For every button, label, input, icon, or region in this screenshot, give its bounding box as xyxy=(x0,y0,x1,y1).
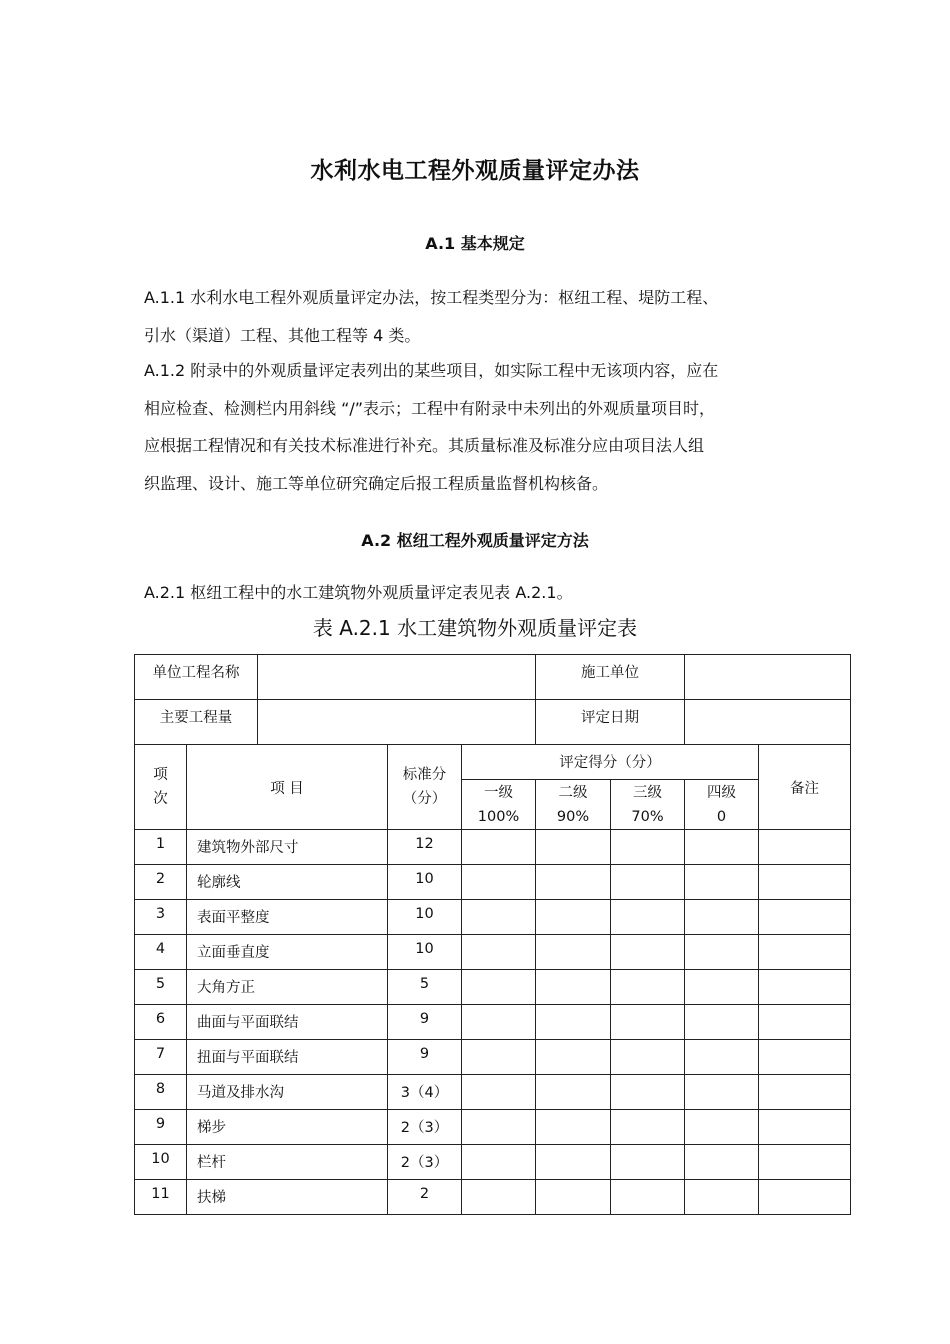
grade-score-cell[interactable] xyxy=(611,830,685,865)
remark-cell[interactable] xyxy=(759,1005,851,1040)
grade-score-cell[interactable] xyxy=(685,900,759,935)
grade-header xyxy=(462,780,536,830)
grade-score-cell[interactable] xyxy=(685,1005,759,1040)
row-item: 扶梯 xyxy=(187,1180,388,1215)
grade-score-cell[interactable] xyxy=(611,1005,685,1040)
remark-cell[interactable] xyxy=(759,1180,851,1215)
paragraph-a11 xyxy=(144,279,812,354)
table-row xyxy=(135,1040,851,1075)
remark-cell[interactable] xyxy=(759,865,851,900)
grade-score-cell[interactable] xyxy=(685,1110,759,1145)
remark-cell[interactable] xyxy=(759,1075,851,1110)
col-header-no xyxy=(135,745,187,830)
grade-pct: 0 xyxy=(716,808,727,825)
col-header-remark: 备注 xyxy=(759,745,851,830)
grade-score-cell[interactable] xyxy=(685,1075,759,1110)
paragraph-a12 xyxy=(144,352,812,502)
grade-score-cell[interactable] xyxy=(611,1075,685,1110)
remark-cell[interactable] xyxy=(759,830,851,865)
row-std-score: 2 xyxy=(388,1180,462,1215)
grade-score-cell[interactable] xyxy=(462,1005,536,1040)
header-row-unit xyxy=(135,655,851,700)
grade-score-cell[interactable] xyxy=(685,830,759,865)
unit-name-label: 单位工程名称 xyxy=(135,655,258,700)
grade-score-cell[interactable] xyxy=(611,865,685,900)
paragraph-line: 相应检查、检测栏内用斜线 “/”表示；工程中有附录中未列出的外观质量项目时， xyxy=(144,398,716,418)
header-row-quantity xyxy=(135,700,851,745)
remark-cell[interactable] xyxy=(759,970,851,1005)
row-item: 栏杆 xyxy=(187,1145,388,1180)
row-item: 立面垂直度 xyxy=(187,935,388,970)
row-std-score: 10 xyxy=(388,865,462,900)
grade-name: 一级 xyxy=(484,784,513,801)
grade-score-cell[interactable] xyxy=(611,935,685,970)
grade-pct: 100% xyxy=(477,808,520,825)
grade-name: 二级 xyxy=(558,784,588,801)
row-number: 5 xyxy=(135,970,187,1005)
grade-score-cell[interactable] xyxy=(462,1040,536,1075)
grade-score-cell[interactable] xyxy=(611,900,685,935)
grade-score-cell[interactable] xyxy=(462,830,536,865)
grade-score-cell[interactable] xyxy=(685,1040,759,1075)
table-caption: 表 A.2.1 水工建筑物外观质量评定表 xyxy=(312,616,638,640)
grade-score-cell[interactable] xyxy=(685,865,759,900)
grade-score-cell[interactable] xyxy=(536,935,611,970)
grade-score-cell[interactable] xyxy=(462,865,536,900)
table-body xyxy=(135,830,851,1215)
remark-cell[interactable] xyxy=(759,1040,851,1075)
quality-evaluation-table xyxy=(134,654,851,1215)
row-item: 轮廓线 xyxy=(187,865,388,900)
row-std-score: 9 xyxy=(388,1040,462,1075)
main-quantity-value[interactable] xyxy=(258,700,536,745)
table-row xyxy=(135,1180,851,1215)
paragraph-line: A.2.1 枢纽工程中的水工建筑物外观质量评定表见表 A.2.1。 xyxy=(144,583,573,602)
remark-cell[interactable] xyxy=(759,1145,851,1180)
eval-date-value[interactable] xyxy=(685,700,851,745)
table-row xyxy=(135,1005,851,1040)
grade-score-cell[interactable] xyxy=(462,900,536,935)
grade-score-cell[interactable] xyxy=(536,970,611,1005)
grade-score-cell[interactable] xyxy=(611,1110,685,1145)
grade-score-cell[interactable] xyxy=(536,900,611,935)
row-std-score: 2（3） xyxy=(388,1145,462,1180)
table-row xyxy=(135,1145,851,1180)
grade-name: 四级 xyxy=(707,784,737,801)
grade-score-cell[interactable] xyxy=(536,1110,611,1145)
eval-date-label: 评定日期 xyxy=(536,700,685,745)
row-std-score: 9 xyxy=(388,1005,462,1040)
row-std-score: 3（4） xyxy=(388,1075,462,1110)
col-header-std-line: 标准分 xyxy=(402,767,447,783)
grade-score-cell[interactable] xyxy=(462,1110,536,1145)
row-std-score: 10 xyxy=(388,900,462,935)
col-header-std xyxy=(388,745,462,830)
paragraph-line: 引水（渠道）工程、其他工程等 4 类。 xyxy=(144,325,421,345)
row-std-score: 5 xyxy=(388,970,462,1005)
grade-score-cell[interactable] xyxy=(536,1075,611,1110)
section-heading-a2: A.2 枢纽工程外观质量评定方法 xyxy=(361,531,589,550)
row-item: 曲面与平面联结 xyxy=(187,1005,388,1040)
grade-name: 三级 xyxy=(633,784,663,801)
table-row xyxy=(135,970,851,1005)
table-row xyxy=(135,865,851,900)
table-row xyxy=(135,1075,851,1110)
row-item: 表面平整度 xyxy=(187,900,388,935)
paragraph-line: A.1.1 水利水电工程外观质量评定办法，按工程类型分为：枢纽工程、堤防工程、 xyxy=(144,288,719,307)
row-number: 8 xyxy=(135,1075,187,1110)
grade-score-cell[interactable] xyxy=(536,830,611,865)
grade-score-cell[interactable] xyxy=(611,1180,685,1215)
grade-score-cell[interactable] xyxy=(685,970,759,1005)
paragraph-a21 xyxy=(144,574,812,612)
table-row xyxy=(135,900,851,935)
grade-score-cell[interactable] xyxy=(685,1145,759,1180)
grade-score-cell[interactable] xyxy=(462,1145,536,1180)
grade-score-cell[interactable] xyxy=(462,1180,536,1215)
remark-cell[interactable] xyxy=(759,900,851,935)
paragraph-line: 应根据工程情况和有关技术标准进行补充。其质量标准及标准分应由项目法人组 xyxy=(144,436,705,455)
grade-score-cell[interactable] xyxy=(536,1040,611,1075)
row-item: 梯步 xyxy=(187,1110,388,1145)
grade-score-cell[interactable] xyxy=(611,1040,685,1075)
col-header-std-line: （分） xyxy=(402,791,447,807)
table-row xyxy=(135,935,851,970)
grade-header xyxy=(685,780,759,830)
grade-score-cell[interactable] xyxy=(536,1005,611,1040)
row-item: 大角方正 xyxy=(187,970,388,1005)
grade-score-cell[interactable] xyxy=(611,1145,685,1180)
grade-score-cell[interactable] xyxy=(685,935,759,970)
main-quantity-label: 主要工程量 xyxy=(135,700,258,745)
grade-score-cell[interactable] xyxy=(611,970,685,1005)
document-title: 水利水电工程外观质量评定办法 xyxy=(310,158,640,184)
row-number: 9 xyxy=(135,1110,187,1145)
grade-pct: 90% xyxy=(556,808,590,825)
row-number: 1 xyxy=(135,830,187,865)
grade-score-cell[interactable] xyxy=(536,865,611,900)
row-std-score: 12 xyxy=(388,830,462,865)
col-header-score: 评定得分（分） xyxy=(462,745,759,780)
row-number: 11 xyxy=(135,1180,187,1215)
contractor-value[interactable] xyxy=(685,655,851,700)
row-number: 10 xyxy=(135,1145,187,1180)
table-row xyxy=(135,830,851,865)
grade-score-cell[interactable] xyxy=(462,970,536,1005)
row-item: 扭面与平面联结 xyxy=(187,1040,388,1075)
remark-cell[interactable] xyxy=(759,935,851,970)
grade-score-cell[interactable] xyxy=(685,1180,759,1215)
grade-score-cell[interactable] xyxy=(536,1180,611,1215)
col-header-item: 项 目 xyxy=(187,745,388,830)
section-heading-a1: A.1 基本规定 xyxy=(425,234,525,253)
row-item: 建筑物外部尺寸 xyxy=(187,830,388,865)
grade-score-cell[interactable] xyxy=(462,1075,536,1110)
table-row xyxy=(135,1110,851,1145)
row-number: 4 xyxy=(135,935,187,970)
row-std-score: 10 xyxy=(388,935,462,970)
row-item: 马道及排水沟 xyxy=(187,1075,388,1110)
contractor-label: 施工单位 xyxy=(536,655,685,700)
row-number: 2 xyxy=(135,865,187,900)
col-header-no-line: 项 xyxy=(153,767,168,783)
grade-pct: 70% xyxy=(631,808,664,825)
col-header-no-line: 次 xyxy=(153,791,168,807)
paragraph-line: 织监理、设计、施工等单位研究确定后报工程质量监督机构核备。 xyxy=(144,473,609,493)
grade-score-cell[interactable] xyxy=(462,935,536,970)
grade-header xyxy=(536,780,611,830)
column-header-row-1 xyxy=(135,745,851,780)
remark-cell[interactable] xyxy=(759,1110,851,1145)
row-number: 6 xyxy=(135,1005,187,1040)
unit-name-value[interactable] xyxy=(258,655,536,700)
grade-score-cell[interactable] xyxy=(536,1145,611,1180)
row-number: 3 xyxy=(135,900,187,935)
grade-header xyxy=(611,780,685,830)
row-std-score: 2（3） xyxy=(388,1110,462,1145)
row-number: 7 xyxy=(135,1040,187,1075)
paragraph-line: A.1.2 附录中的外观质量评定表列出的某些项目，如实际工程中无该项内容，应在 xyxy=(144,361,719,380)
